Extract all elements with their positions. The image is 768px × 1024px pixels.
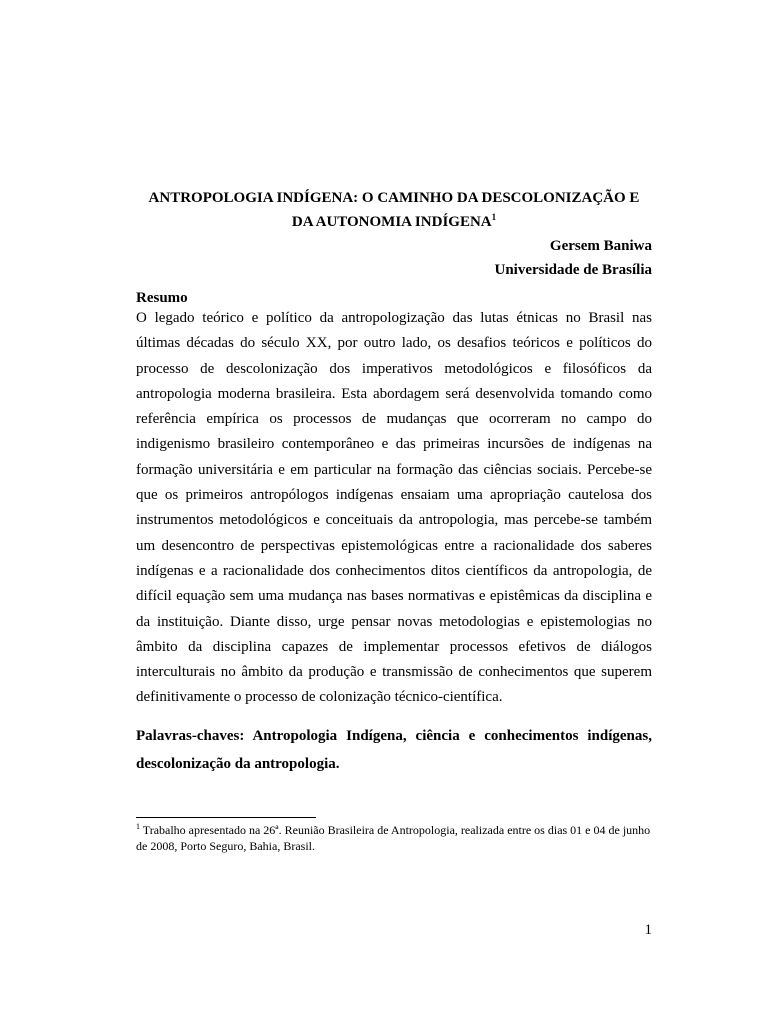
page-number: 1 <box>644 922 652 938</box>
keywords: Palavras-chaves: Antropologia Indígena, ciência e conhecimentos indígenas, descolonização da antropologia. <box>136 728 652 772</box>
author-name: Gersem Baniwa <box>549 238 652 254</box>
title-line-1: ANTROPOLOGIA INDÍGENA: O CAMINHO DA DESCOLONIZAÇÃO E <box>148 190 640 206</box>
abstract-text: O legado teórico e político da antropologização das lutas étnicas no Brasil nas últimas décadas do século XX, por outro lado, os desafios teóricos e políticos do processo de descolonização dos imperativos metodológicos e filosóficos da antropologia moderna brasileira. Esta abordagem será desenvolvida tomando como referência empírica os processos de mudanças que ocorreram no campo do indigenismo brasileiro contemporâneo e das primeiras incursões de indígenas na formação universitária e em particular na formação das ciências sociais. Percebe-se que os primeiros antropólogos indígenas ensaiam uma apropriação cautelosa dos instrumentos metodológicos e conceituais da antropologia, mas percebe-se também um desencontro de perspectivas epistemológicas entre a racionalidade dos saberes indígenas e a racionalidade dos conhecimentos ditos científicos da antropologia, de difícil equação sem uma mudança nas bases normativas e epistêmicas da disciplina e da instituição. Diante disso, urge pensar novas metodologias e epistemologias no âmbito da disciplina capazes de implementar processos efetivos de diálogos interculturais no âmbito da produção e transmissão de conhecimentos que superem definitivamente o processo de colonização técnico-científica. <box>136 310 652 706</box>
title-line-2 <box>136 210 652 234</box>
footnote-marker: 1 <box>136 822 140 831</box>
footnote-divider <box>136 817 316 818</box>
title-footnote-marker: 1 <box>491 212 497 222</box>
footnote-text: Trabalho apresentado na 26ª. Reunião Brasileira de Antropologia, realizada entre os dias 01 e 04 de junho de 2008, Porto Seguro, Bahia, Brasil. <box>136 823 651 853</box>
footnote <box>136 822 652 854</box>
paper-title <box>136 186 652 234</box>
abstract-heading: Resumo <box>136 290 188 306</box>
author-affiliation: Universidade de Brasília <box>494 262 652 278</box>
title-line-2-text: DA AUTONOMIA INDÍGENA <box>291 214 492 230</box>
